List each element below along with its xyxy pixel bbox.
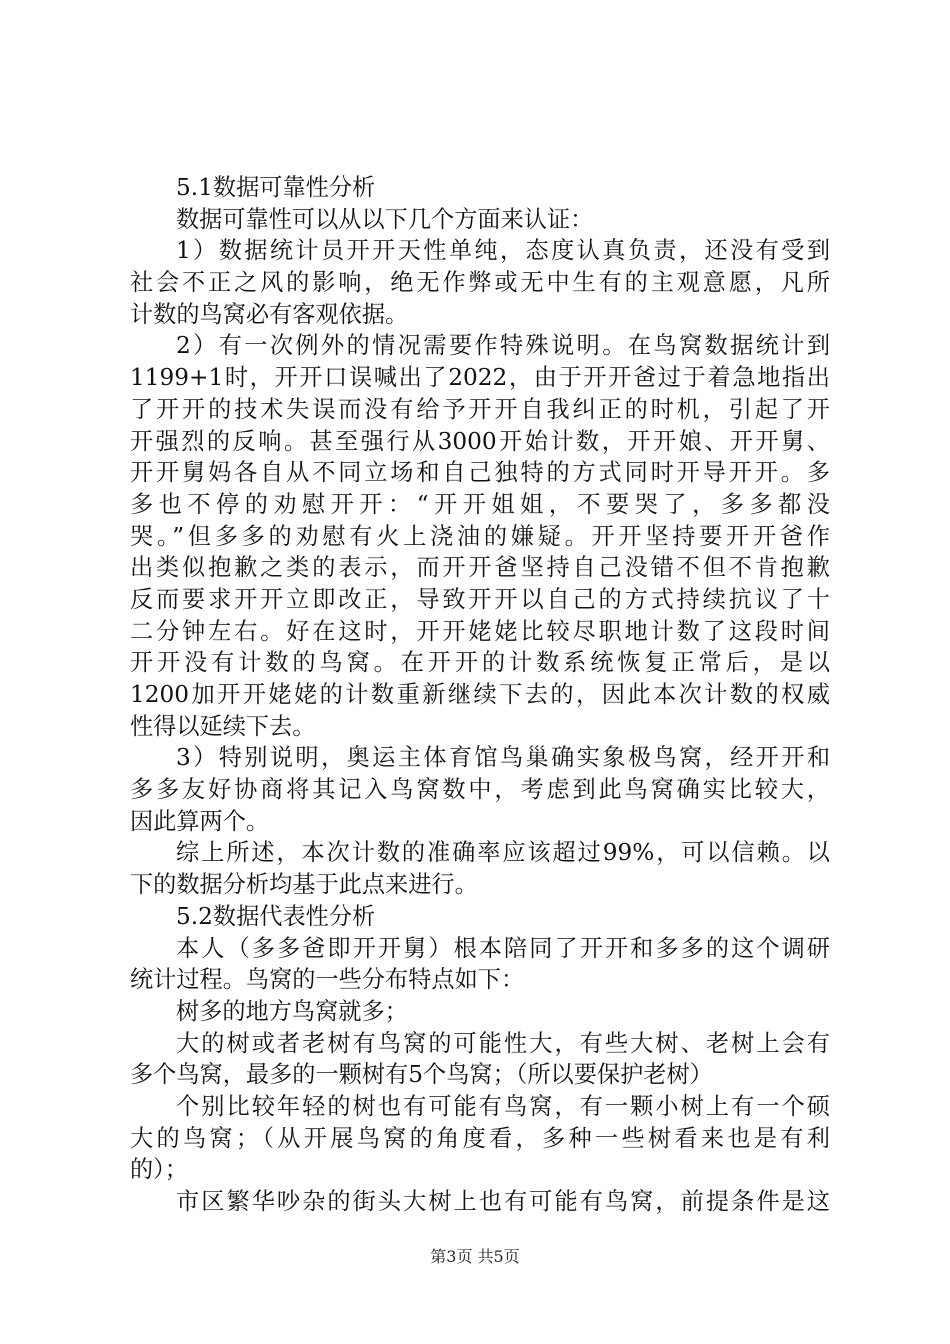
text-line: 1200加开开姥姥的计数重新继续下去的，因此本次计数的权威 <box>130 681 830 708</box>
text-line: 的）； <box>130 1156 188 1184</box>
text-line: 下的数据分析均基于此点来进行。 <box>130 871 478 899</box>
text-line: 个别比较年轻的树也有可能有鸟窝，有一颗小树上有一个硕 <box>176 1092 830 1120</box>
text-line: 多个鸟窝，最多的一颗树有5个鸟窝；（所以要保护老树） <box>130 1061 713 1089</box>
text-line: 二分钟左右。好在这时，开开姥姥比较尽职地计数了这段时间 <box>130 617 830 645</box>
text-line: 5.2数据代表性分析 <box>176 902 376 930</box>
text-line: 哭。”但多多的劝慰有火上浇油的嫌疑。开开坚持要开开爸作 <box>130 522 830 550</box>
text-line: 3）特别说明，奥运主体育馆鸟巢确实象极鸟窝，经开开和 <box>176 744 830 772</box>
text-line: 开开没有计数的鸟窝。在开开的计数系统恢复正常后，是以 <box>130 649 830 677</box>
text-line: 5.1数据可靠性分析 <box>176 174 376 201</box>
text-line: 树多的地方鸟窝就多； <box>176 997 408 1025</box>
text-line: 1）数据统计员开开天性单纯，态度认真负责，还没有受到 <box>176 237 830 265</box>
page-footer: 第3页 共5页 <box>430 1247 520 1266</box>
text-line: 2）有一次例外的情况需要作特殊说明。在鸟窝数据统计到 <box>176 332 830 360</box>
text-line: 反而要求开开立即改正，导致开开以自己的方式持续抗议了十 <box>130 585 830 613</box>
text-line: 因此算两个。 <box>130 807 270 835</box>
text-line: 大的鸟窝；（从开展鸟窝的角度看，多种一些树看来也是有利 <box>130 1124 830 1152</box>
text-line: 出类似抱歉之类的表示，而开开爸坚持自己没错不但不肯抱歉 <box>130 554 830 582</box>
text-line: 统计过程。鸟窝的一些分布特点如下： <box>130 966 525 994</box>
text-line: 市区繁华吵杂的街头大树上也有可能有鸟窝，前提条件是这 <box>176 1188 830 1215</box>
text-line: 性得以延续下去。 <box>130 712 316 740</box>
text-line: 数据可靠性可以从以下几个方面来认证： <box>176 205 594 233</box>
text-line: 了开开的技术失误而没有给予开开自我纠正的时机，引起了开 <box>130 395 830 423</box>
text-line: 综上所述，本次计数的准确率应该超过99%，可以信赖。以 <box>176 839 830 867</box>
text-line: 计数的鸟窝必有客观依据。 <box>130 300 409 328</box>
document-body <box>130 172 830 1218</box>
text-line: 1199+1时，开开口误喊出了2022，由于开开爸过于着急地指出 <box>130 364 830 392</box>
text-line: 多多友好协商将其记入鸟窝数中，考虑到此鸟窝确实比较大， <box>130 776 830 804</box>
text-line: 本人（多多爸即开开舅）根本陪同了开开和多多的这个调研 <box>176 934 830 962</box>
text-line: 社会不正之风的影响，绝无作弊或无中生有的主观意愿，凡所 <box>130 269 830 297</box>
text-line: 开开舅妈各自从不同立场和自己独特的方式同时开导开开。多 <box>130 459 830 487</box>
text-line: 大的树或者老树有鸟窝的可能性大，有些大树、老树上会有 <box>176 1029 830 1057</box>
text-line: 开强烈的反响。甚至强行从3000开始计数，开开娘、开开舅、 <box>130 427 830 455</box>
text-line: 多也不停的劝慰开开：“开开姐姐，不要哭了，多多都没 <box>130 490 830 518</box>
